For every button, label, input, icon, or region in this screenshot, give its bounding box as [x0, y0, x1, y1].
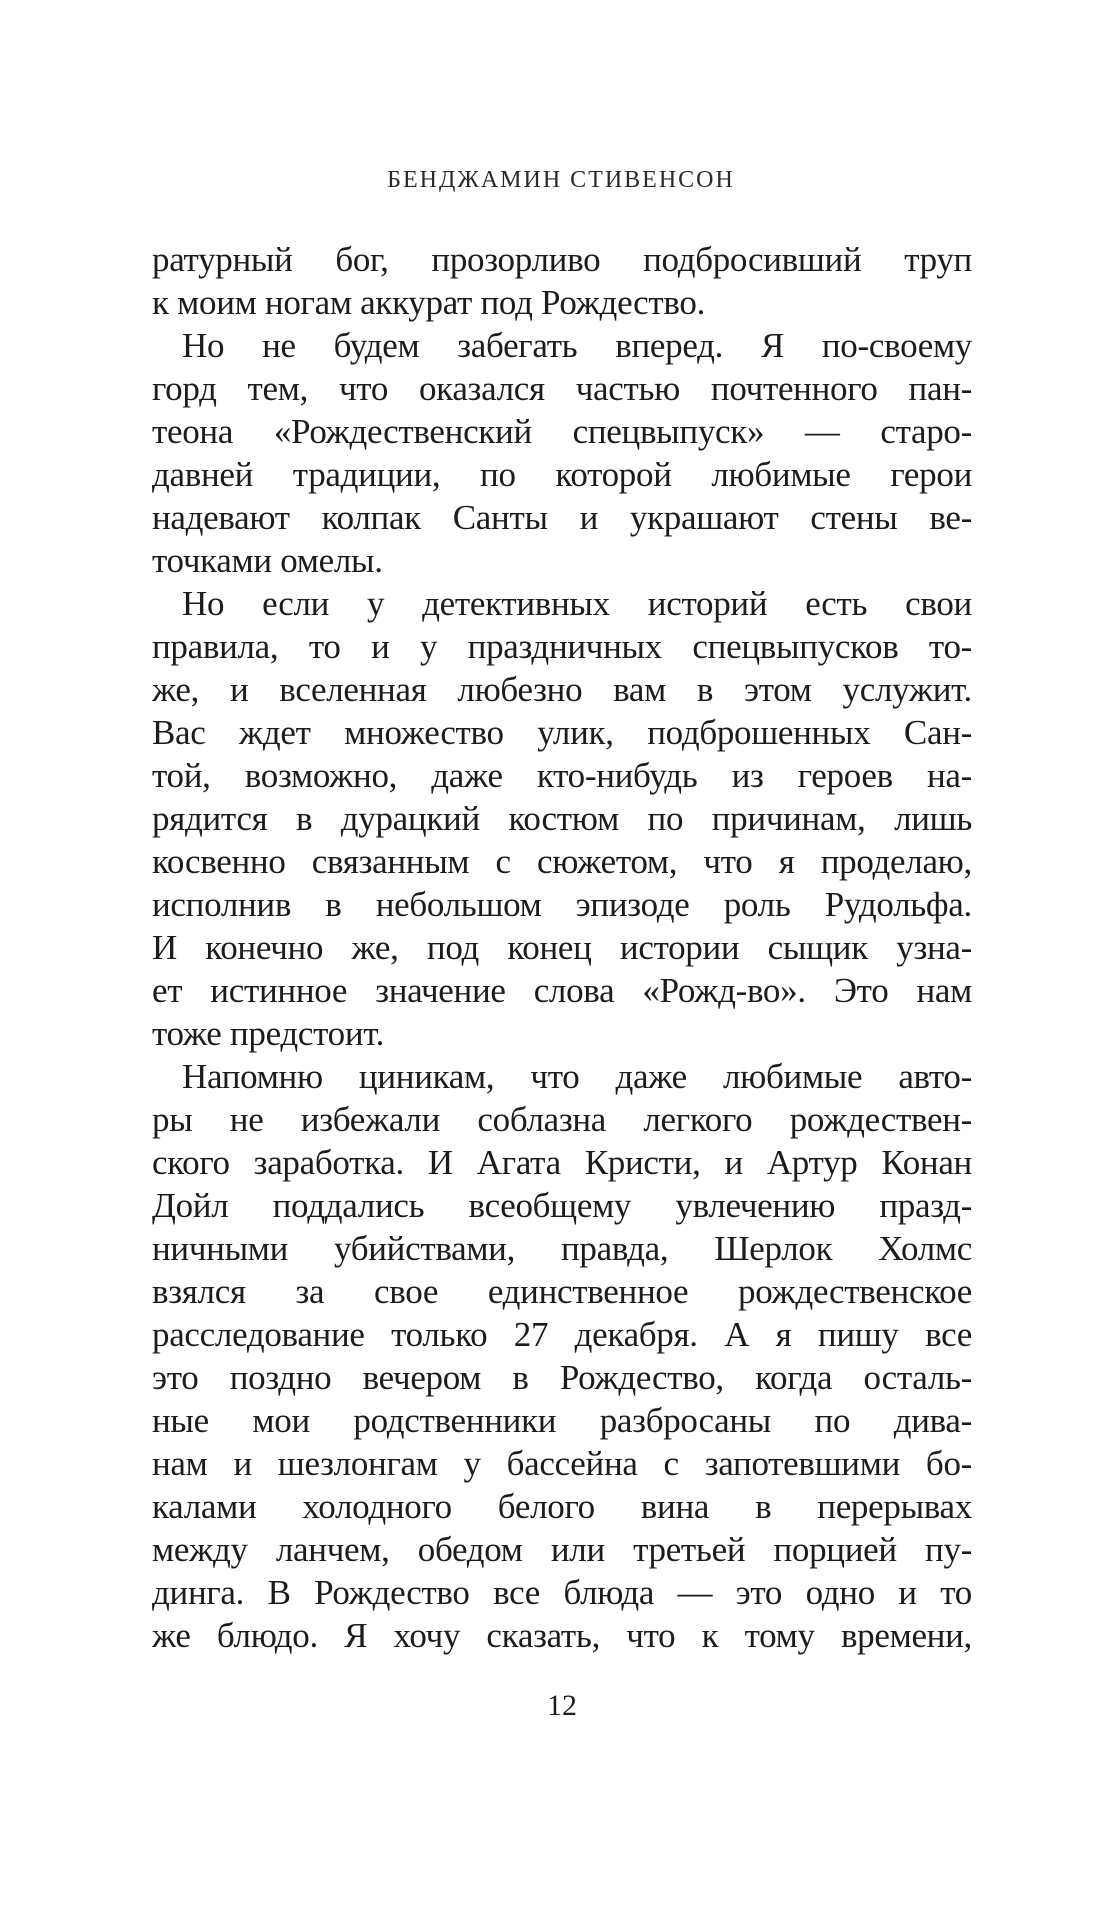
- text-line: теона «Рождественский спецвыпуск» — старо-: [152, 412, 972, 451]
- text-line: расследование только 27 декабря. А я пишу все: [152, 1315, 972, 1354]
- text-line: это поздно вечером в Рождество, когда осталь-: [152, 1358, 972, 1397]
- text-line: между ланчем, обедом или третьей порцией пу-: [152, 1530, 972, 1569]
- text-line: ры не избежали соблазна легкого рождествен-: [152, 1100, 972, 1139]
- text-line: же, и вселенная любезно вам в этом услужит.: [152, 670, 972, 709]
- text-line: к моим ногам аккурат под Рождество.: [152, 283, 706, 322]
- text-line: Напомню циникам, что даже любимые авто-: [182, 1057, 972, 1096]
- text-line: исполнив в небольшом эпизоде роль Рудольфа.: [152, 885, 972, 924]
- text-line: взялся за свое единственное рождественское: [152, 1272, 972, 1311]
- text-line: Дойл поддались всеобщему увлечению празд-: [152, 1186, 972, 1225]
- text-line: правила, то и у праздничных спецвыпусков то-: [152, 627, 972, 666]
- text-line: Но если у детективных историй есть свои: [182, 584, 972, 623]
- text-line: нам и шезлонгам у бассейна с запотевшими бо-: [152, 1444, 972, 1483]
- text-line: И конечно же, под конец истории сыщик узна-: [152, 928, 972, 967]
- running-header-author: БЕНДЖАМИН СТИВЕНСОН: [387, 167, 735, 193]
- text-line: точками омелы.: [152, 541, 383, 580]
- text-line: калами холодного белого вина в перерывах: [152, 1487, 972, 1526]
- page-number: 12: [547, 1689, 577, 1722]
- text-line: ет истинное значение слова «Рожд-во». Это нам: [152, 971, 972, 1010]
- text-line: ничными убийствами, правда, Шерлок Холмс: [152, 1229, 972, 1268]
- text-line: рядится в дурацкий костюм по причинам, лишь: [152, 799, 972, 838]
- text-line: горд тем, что оказался частью почтенного пан-: [152, 369, 972, 408]
- text-line: ского заработка. И Агата Кристи, и Артур Конан: [152, 1143, 972, 1182]
- text-line: Но не будем забегать вперед. Я по-своему: [182, 326, 972, 365]
- text-line: Вас ждет множество улик, подброшенных Сан-: [152, 713, 972, 752]
- text-line: ратурный бог, прозорливо подбросивший труп: [152, 240, 972, 279]
- text-line: надевают колпак Санты и украшают стены ве-: [152, 498, 972, 537]
- text-line: давней традиции, по которой любимые герои: [152, 455, 972, 494]
- text-line: тоже предстоит.: [152, 1014, 385, 1053]
- text-line: динга. В Рождество все блюда — это одно и то: [152, 1573, 972, 1612]
- text-line: же блюдо. Я хочу сказать, что к тому времени,: [152, 1616, 972, 1655]
- text-line: той, возможно, даже кто-нибудь из героев на-: [152, 756, 972, 795]
- body-text: [152, 238, 972, 1657]
- text-line: косвенно связанным с сюжетом, что я проделаю,: [152, 842, 972, 881]
- text-line: ные мои родственники разбросаны по дива-: [152, 1401, 972, 1440]
